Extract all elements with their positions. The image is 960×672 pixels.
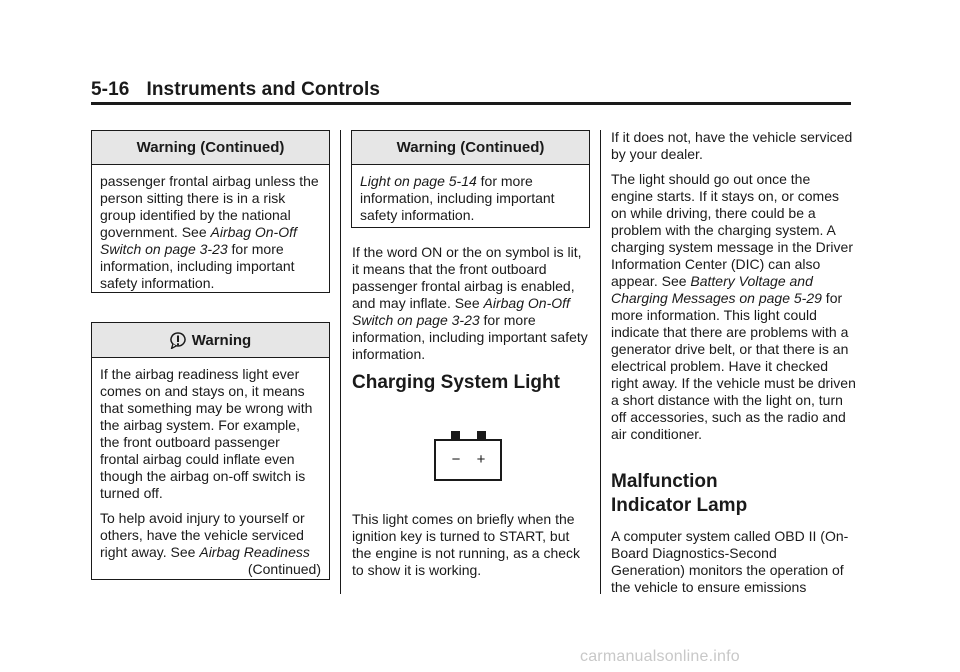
body-paragraph bbox=[352, 244, 592, 371]
cross-reference: Airbag Readiness bbox=[199, 544, 310, 560]
body-text: If the word ON or the on symbol is lit, it means that the front outboard passenger frontal airbag is enabled, and may inflate. See bbox=[352, 244, 582, 311]
paragraph: This light comes on briefly when the ignition key is turned to START, but the engine is not running, as a check to show it is working. bbox=[352, 511, 581, 578]
battery-icon bbox=[433, 430, 503, 482]
heading-line: Indicator Lamp bbox=[611, 495, 748, 516]
page-title bbox=[91, 79, 380, 101]
column-divider bbox=[340, 130, 341, 594]
paragraph bbox=[352, 244, 592, 363]
cross-reference: Airbag On-Off Switch on page 3-23 bbox=[100, 224, 297, 257]
battery-minus-icon: − bbox=[451, 451, 461, 468]
warning-text: for more information, including important safety information. bbox=[100, 241, 295, 291]
body-text: for more information, including important safety information. bbox=[352, 312, 588, 362]
warning-box-body bbox=[92, 165, 329, 292]
header-rule bbox=[91, 102, 851, 105]
warning-paragraph bbox=[100, 173, 321, 292]
warning-text: To help avoid injury to yourself or others, have the vehicle serviced right away. See bbox=[100, 510, 305, 560]
cross-reference: Battery Voltage and Charging Messages on page 5-29 bbox=[611, 273, 822, 306]
warning-box-title: Warning (Continued) bbox=[92, 131, 329, 165]
cross-reference: Light on page 5-14 bbox=[360, 173, 477, 189]
warning-box-body bbox=[92, 358, 329, 578]
warning-continued-box bbox=[91, 130, 330, 293]
warning-continued-box bbox=[351, 130, 590, 228]
body-text: for more information. This light could indicate that there are problems with a generator drive belt, or that there is an electrical problem. Have it checked right away. If the vehicle must be driven a short distance with the light on, turn off accessories, such as the radio and air conditioner. bbox=[611, 290, 856, 442]
paragraph: A computer system called OBD II (On-Board Diagnostics-Second Generation) monitors the operation of the vehicle to ensure emissions bbox=[611, 528, 849, 595]
page-number: 5-16 bbox=[91, 79, 130, 100]
warning-paragraph bbox=[360, 173, 581, 224]
paragraph: If it does not, have the vehicle serviced by your dealer. bbox=[611, 129, 853, 162]
paragraph bbox=[611, 171, 856, 443]
warning-icon bbox=[170, 332, 186, 349]
body-column-right bbox=[611, 129, 856, 451]
section-heading: Charging System Light bbox=[352, 372, 560, 393]
continued-label: (Continued) bbox=[247, 561, 321, 577]
body-paragraph bbox=[611, 528, 851, 604]
warning-text: passenger frontal airbag unless the person sitting there is in a risk group identified by the national government. See bbox=[100, 173, 319, 240]
warning-box-title: Warning (Continued) bbox=[352, 131, 589, 165]
warning-paragraph bbox=[100, 510, 321, 561]
heading-line: Malfunction bbox=[611, 471, 718, 492]
warning-box-body bbox=[352, 165, 589, 224]
warning-box-title: Warning bbox=[191, 331, 252, 349]
watermark: carmanualsonline.info bbox=[580, 648, 740, 665]
battery-plus-icon: + bbox=[476, 451, 486, 468]
warning-box-header bbox=[92, 323, 329, 358]
section-heading bbox=[611, 470, 851, 518]
body-text: The light should go out once the engine starts. If it stays on, or comes on while driving, there could be a problem with the charging system. A charging system message in the Driver Information Center (DIC) can also appear. See bbox=[611, 171, 853, 289]
warning-box bbox=[91, 322, 330, 580]
column-divider bbox=[600, 130, 601, 594]
warning-paragraph: If the airbag readiness light ever comes on and stays on, it means that something may be wrong with the airbag system. For example, the front outboard passenger frontal airbag could inflate even though the airbag on-off switch is turned off. bbox=[100, 366, 313, 501]
warning-text: for more information, including important safety information. bbox=[360, 173, 555, 223]
body-paragraph bbox=[352, 511, 592, 587]
section-title: Instruments and Controls bbox=[146, 79, 381, 100]
cross-reference: Airbag On-Off Switch on page 3-23 bbox=[352, 295, 570, 328]
